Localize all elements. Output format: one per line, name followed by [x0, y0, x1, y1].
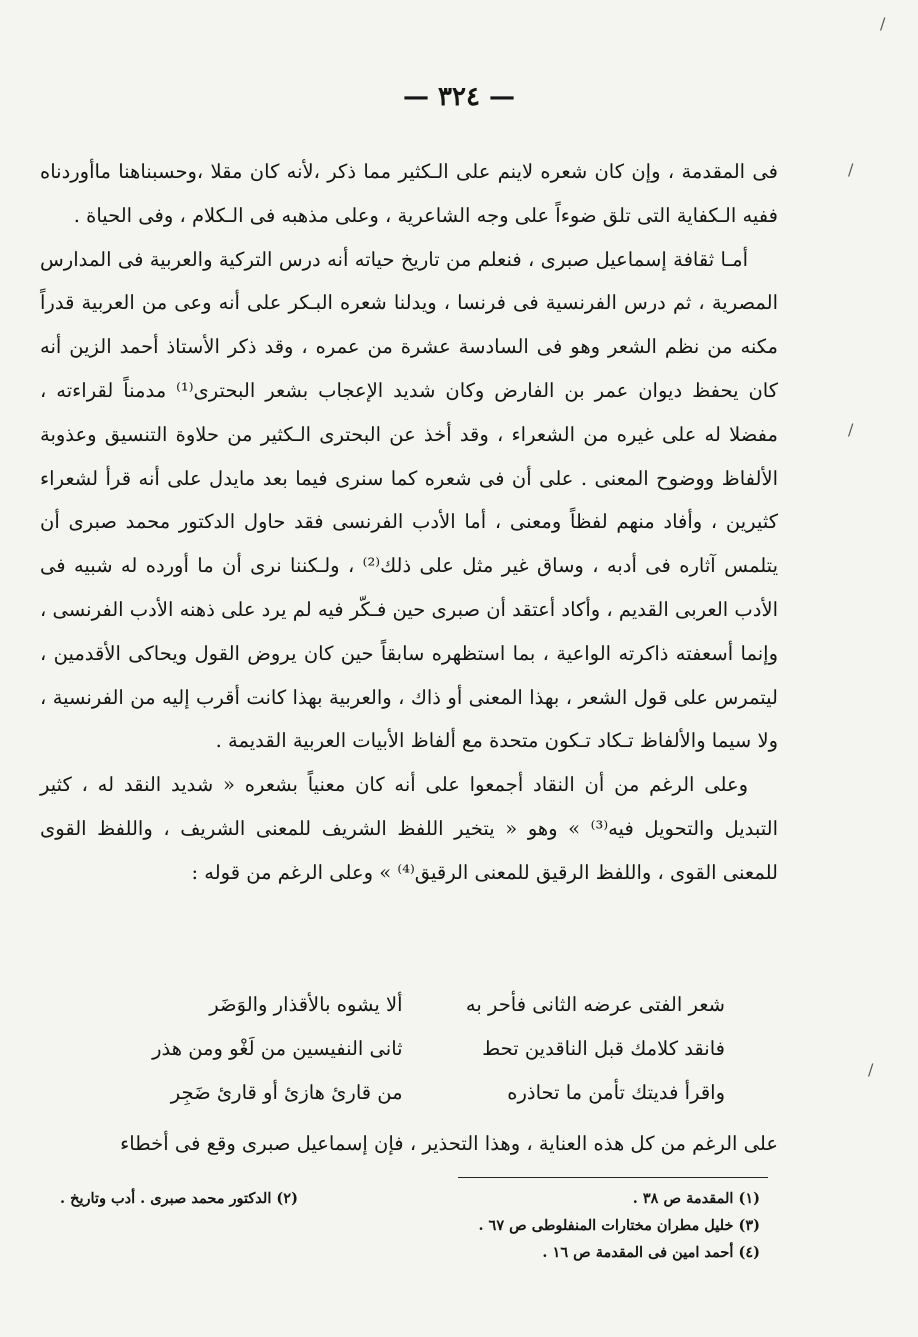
paragraph-1: فى المقدمة ، وإن كان شعره لاينم على الـكثير مما ذكر ،لأنه كان مقلا ،وحسبناهنا ماأوردناه ففيه الـكفاية التى تلق ضوءاً على وجه الشاعرية ، وعلى مذهبه فى الـكلام ، وفى الحياة . [40, 160, 778, 227]
footnote-1: (١) المقدمة ص ٣٨ . [632, 1190, 760, 1207]
scan-speck: / [880, 14, 886, 33]
verse-second-hemistich: ألا يشوه بالأقذار والوَضَر [209, 993, 403, 1016]
footnotes [60, 1185, 760, 1266]
verse-second-hemistich: ثانى النفيسين من لَغْو ومن هذر [152, 1037, 403, 1060]
verse-first-hemistich: واقرأ فديتك تأمن ما تحاذره [507, 1081, 725, 1104]
footnote-row [60, 1239, 760, 1266]
footnote-row [60, 1212, 760, 1239]
verse-line [105, 1027, 725, 1071]
verse-line [105, 983, 725, 1027]
scan-speck: / [868, 1060, 874, 1079]
scan-speck: / [848, 420, 854, 439]
verse-line [105, 1071, 725, 1115]
footnote-3: (٣) خليل مطران مختارات المنفلوطى ص ٦٧ . [478, 1217, 760, 1234]
poem-verses [105, 983, 725, 1115]
footnote-row [60, 1185, 760, 1212]
body-text [40, 150, 778, 895]
footnote-4: (٤) أحمد امين فى المقدمة ص ١٦ . [542, 1244, 760, 1261]
scan-speck: / [848, 160, 854, 179]
closing-line: على الرغم من كل هذه العناية ، وهذا التحذير ، فإن إسماعيل صبرى وقع فى أخطاء [120, 1132, 778, 1155]
paragraph-3: وعلى الرغم من أن النقاد أجمعوا على أنه كان معنياً بشعره « شديد النقد له ، كثير التبديل والتحويل فيه⁽³⁾ » وهو « يتخير اللفظ الشريف للمعنى الشريف ، واللفظ القوى للمعنى القوى ، واللفظ الرقيق للمعنى الرقيق⁽⁴⁾ » وعلى الرغم من قوله : [40, 773, 778, 884]
page-number: — ٣٢٤ — [402, 82, 516, 112]
paragraph-2: أمـا ثقافة إسماعيل صبرى ، فنعلم من تاريخ حياته أنه درس التركية والعربية فى المدارس المصرية ، ثم درس الفرنسية فى فرنسا ، ويدلنا شعره البـكر على أنه وعى من العربية قدراً مكنه من نظم الشعر وهو فى السادسة عشرة من عمره ، وقد ذكر الأستاذ أحمد الزين أنه كان يحفظ ديوان عمر بن الفارض وكان شديد الإعجاب بشعر البحترى⁽¹⁾ مدمناً لقراءته ، مفضلا له على غيره من الشعراء ، وقد أخذ عن البحترى الـكثير من حلاوة التنسيق وعذوبة الألفاظ ووضوح المعنى . على أن فى شعره كما سنرى فيما بعد مايدل على أنه قرأ لشعراء كثيرين ، وأفاد منهم لفظاً ومعنى ، أما الأدب الفرنسى فقد حاول الدكتور محمد صبرى أن يتلمس آثاره فى أدبه ، وساق غير مثل على ذلك⁽²⁾ ، ولـكننا نرى أن ما أورده له شبيه فى الأدب العربى القديم ، وأكاد أعتقد أن صبرى حين فـكّر فيه لم يرد على ذهنه الأدب الفرنسى ، وإنما أسعفته ذاكرته الواعية ، بما استظهره سابقاً حين كان يروض القول ويحاكى الأقدمين ، ليتمرس على قول الشعر ، بهذا المعنى أو ذاك ، والعربية بهذا كانت أقرب إليه من الفرنسية ، ولا سيما والألفاظ تـكاد تـكون متحدة مع ألفاظ الأبيات العربية القديمة . [40, 247, 778, 753]
verse-second-hemistich: من قارئ هازئ أو قارئ ضَجِر [170, 1081, 403, 1104]
footnote-divider [458, 1177, 768, 1178]
verse-first-hemistich: شعر الفتى عرضه الثانى فأحر به [465, 993, 725, 1016]
footnote-2: (٢) الدكتور محمد صبرى . أدب وتاريخ . [60, 1190, 298, 1207]
verse-first-hemistich: فانقد كلامك قبل الناقدين تحط [482, 1037, 725, 1060]
